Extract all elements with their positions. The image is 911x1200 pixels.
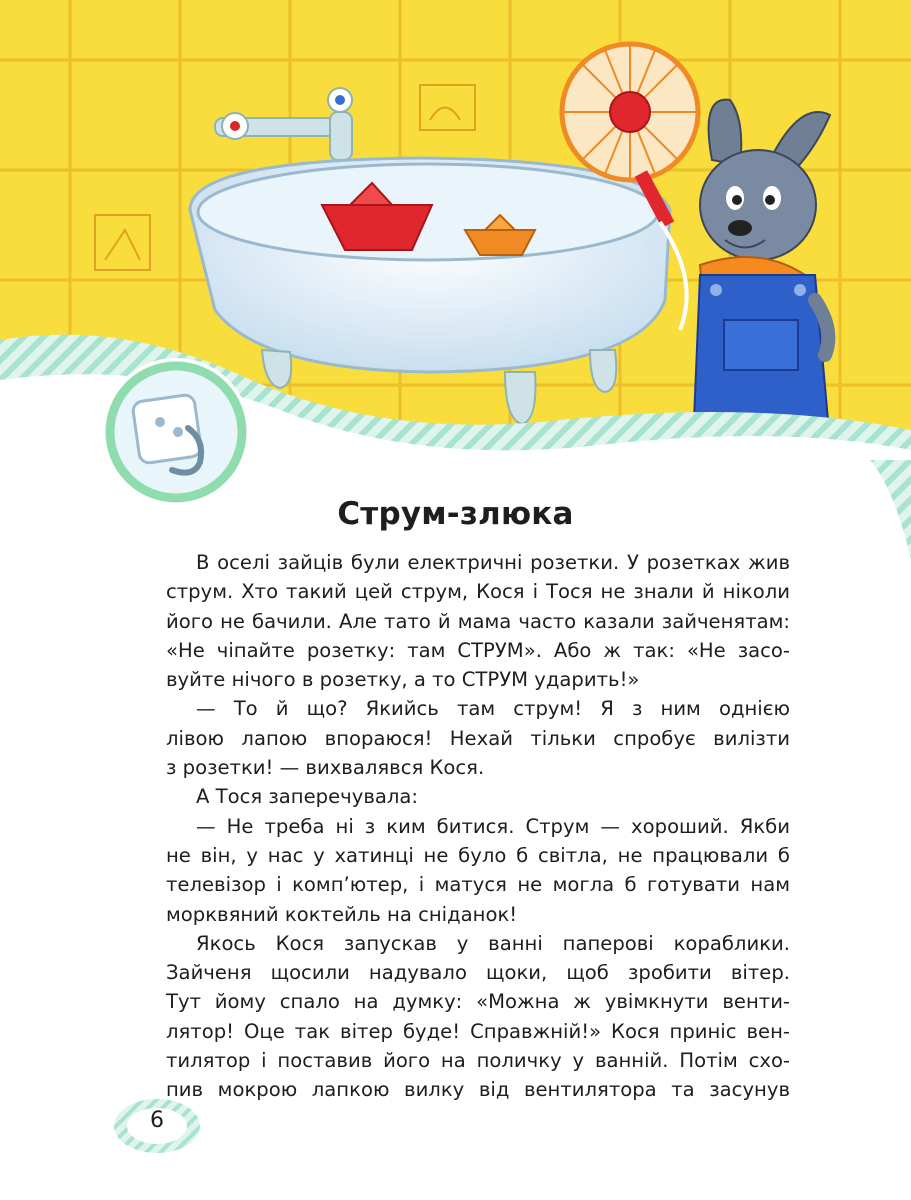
story-line: струм. Хто такий цей струм, Кося і Тося не знали й ніколи [166, 580, 790, 604]
story-line: не він, у нас у хатинці не було б світла, не працювали б [166, 843, 790, 867]
story-line: вуйте нічого в розетку, а то СТРУМ ударить!» [166, 668, 640, 692]
story-line: А Тося заперечувала: [196, 785, 419, 809]
page-number: 6 [150, 1108, 164, 1133]
story-line: Зайченя щосили надувало щоки, щоб зробити вітер. [166, 961, 790, 985]
bathroom-illustration [0, 0, 911, 560]
story-line: його не бачили. Але тато й мама часто казали зайченятам: [166, 609, 790, 633]
story-line: пив мокрою лапкою вилку від вентилятора та засунув [166, 1078, 790, 1102]
story-line: Якось Кося запускав у ванні паперові кораблики. [196, 931, 790, 955]
story-text [166, 548, 790, 1105]
story-line: — То й що? Якийсь там струм! Я з ним однією [196, 697, 790, 721]
story-line: лятор! Оце так вітер буде! Справжній!» Кося приніс вен- [166, 1019, 790, 1043]
illustration-svg [0, 0, 911, 560]
socket-badge [102, 358, 250, 506]
page-number-badge [113, 1098, 201, 1154]
chapter-title: Струм-злюка [337, 496, 574, 532]
story-line: В оселі зайців були електричні розетки. У розетках жив [196, 551, 790, 574]
story-line: тилятор і поставив його на поличку у ванній. Потім схо- [166, 1049, 790, 1073]
story-line: — Не треба ні з ким битися. Струм — хороший. Якби [196, 814, 790, 838]
story-line: Тут йому спало на думку: «Можна ж увімкнути венти- [166, 990, 790, 1014]
story-line: морквяний коктейль на сніданок! [166, 902, 518, 926]
story-line: з розетки! — вихвалявся Кося. [166, 756, 485, 780]
story-line: «Не чіпайте розетку: там СТРУМ». Або ж так: «Не засо- [166, 638, 790, 662]
story-line: лівою лапою впораюся! Нехай тільки спробує вилізти [166, 726, 790, 750]
story-line: телевізор і комп’ютер, і матуся не могла б готувати нам [166, 873, 790, 897]
